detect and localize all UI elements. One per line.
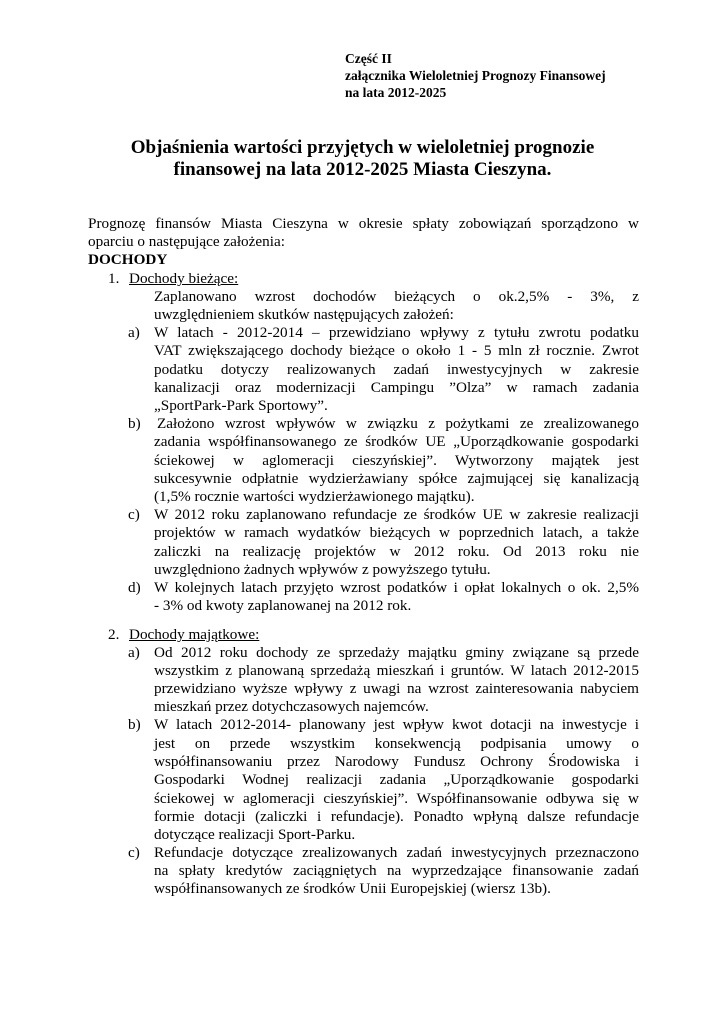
sec1-c-marker: c) xyxy=(128,506,140,523)
sec1-b-line: Założono wzrost wpływów w związku z pożytkami ze zrealizowanego xyxy=(157,415,639,432)
sec2-c-line: na spłaty kredytów zaciągniętych na wyprzedzające finansowanie zadań xyxy=(154,862,639,879)
sec1-a-line: VAT zwiększającego dochody bieżące o około 1 - 5 mln zł rocznie. Zwrot xyxy=(154,342,639,359)
sec1-lead-1: Zaplanowano wzrost dochodów bieżących o ok.2,5% - 3%, z xyxy=(154,288,639,305)
attachment-header xyxy=(345,50,606,101)
header-part: Część II xyxy=(345,51,392,66)
sec1-b-line: zadania współfinansowanego ze środków UE „Uporządkowanie gospodarki xyxy=(154,433,639,450)
intro-line-2: oparciu o następujące założenia: xyxy=(88,233,285,250)
sec2-number: 2. xyxy=(108,626,120,643)
title-line-2: finansowej na lata 2012-2025 Miasta Cieszyna. xyxy=(173,159,552,180)
sec2-heading: Dochody majątkowe: xyxy=(129,626,260,643)
sec2-c-line: Refundacje dotyczące zrealizowanych zadań inwestycyjnych przeznaczono xyxy=(154,844,639,861)
sec1-a-line: podatku dotyczy realizowanych zadań inwestycyjnych w zakresie xyxy=(154,361,639,378)
sec2-b-line: dotyczące realizacji Sport-Parku. xyxy=(154,826,356,843)
sec1-b-line: ściekowej w aglomeracji cieszyńskiej”. Wytworzony majątek jest xyxy=(154,452,639,469)
sec1-a-line: kanalizacji oraz modernizacji Campingu ”Olza” w ramach zadania xyxy=(154,379,639,396)
sec2-c-marker: c) xyxy=(128,844,140,861)
sec2-b-line: współfinansowaniu przez Narodowy Fundusz Ochrony Środowiska i xyxy=(154,753,639,770)
sec2-b-line: ściekowej w aglomeracji cieszyńskiej”. Współfinansowanie odbywa się w xyxy=(154,790,639,807)
sec2-b-line: jest on przede wszystkim konsekwencją podpisania umowy o xyxy=(154,735,639,752)
header-attachment: załącznika Wieloletniej Prognozy Finansowej xyxy=(345,68,606,83)
sec2-a-line: wszystkim z planowaną sprzedażą mieszkań i gruntów. W latach 2012-2015 xyxy=(154,662,639,679)
sec2-a-line: przewidziano wyższe wpływy z uwagi na wzrost zainteresowania nabyciem xyxy=(154,680,639,697)
sec2-a-line: Od 2012 roku dochody ze sprzedaży majątku gminy związane są przede xyxy=(154,644,639,661)
sec2-b-marker: b) xyxy=(128,716,141,733)
header-years: na lata 2012-2025 xyxy=(345,85,447,100)
sec1-a-marker: a) xyxy=(128,324,140,341)
page-title xyxy=(60,137,665,181)
sec1-d-line: - 3% od kwoty zaplanowanej na 2012 rok. xyxy=(154,597,412,614)
sec2-b-line: Gospodarki Wodnej realizacji zadania „Uporządkowanie gospodarki xyxy=(154,771,639,788)
section-heading: DOCHODY xyxy=(88,251,168,268)
sec1-d-marker: d) xyxy=(128,579,141,596)
sec2-b-line: W latach 2012-2014- planowany jest wpływ kwot dotacji na inwestycje i xyxy=(154,716,639,733)
sec1-c-line: zaliczki na realizację projektów w 2012 roku. Od 2013 roku nie xyxy=(154,543,639,560)
title-line-1: Objaśnienia wartości przyjętych w wieloletniej prognozie xyxy=(130,137,595,158)
sec2-a-marker: a) xyxy=(128,644,140,661)
sec1-a-line: W latach - 2012-2014 – przewidziano wpływy z tytułu zwrotu podatku xyxy=(154,324,639,341)
sec1-c-line: W 2012 roku zaplanowano refundacje ze środków UE w zakresie realizacji xyxy=(154,506,639,523)
sec1-heading: Dochody bieżące: xyxy=(129,270,239,287)
sec1-c-line: projektów w ramach wydatków bieżących w poprzednich latach, a także xyxy=(154,524,639,541)
intro-line-1: Prognozę finansów Miasta Cieszyna w okresie spłaty zobowiązań sporządzono w xyxy=(88,215,639,232)
sec1-b-line: sukcesywnie odpłatnie wydzierżawiany spółce zajmującej się kanalizacją xyxy=(154,470,639,487)
sec2-c-line: współfinansowanych ze środków Unii Europejskiej (wiersz 13b). xyxy=(154,880,551,897)
sec2-b-line: formie dotacji (zaliczki i refundacje). Ponadto wpłyną dalsze refundacje xyxy=(154,808,639,825)
sec1-d-line: W kolejnych latach przyjęto wzrost podatków i opłat lokalnych o ok. 2,5% xyxy=(154,579,639,596)
sec1-b-marker: b) xyxy=(128,415,141,432)
sec1-lead-2: uwzględnieniem skutków następujących założeń: xyxy=(154,306,454,323)
sec2-a-line: mieszkań przez dotychczasowych najemców. xyxy=(154,698,429,715)
sec1-a-line: „SportPark-Park Sportowy”. xyxy=(154,397,328,414)
sec1-number: 1. xyxy=(108,270,120,287)
sec1-c-line: uwzględniono żadnych wpływów z powyższego tytułu. xyxy=(154,561,491,578)
sec1-b-line: (1,5% rocznie wartości wydzierżawionego majątku). xyxy=(154,488,475,505)
